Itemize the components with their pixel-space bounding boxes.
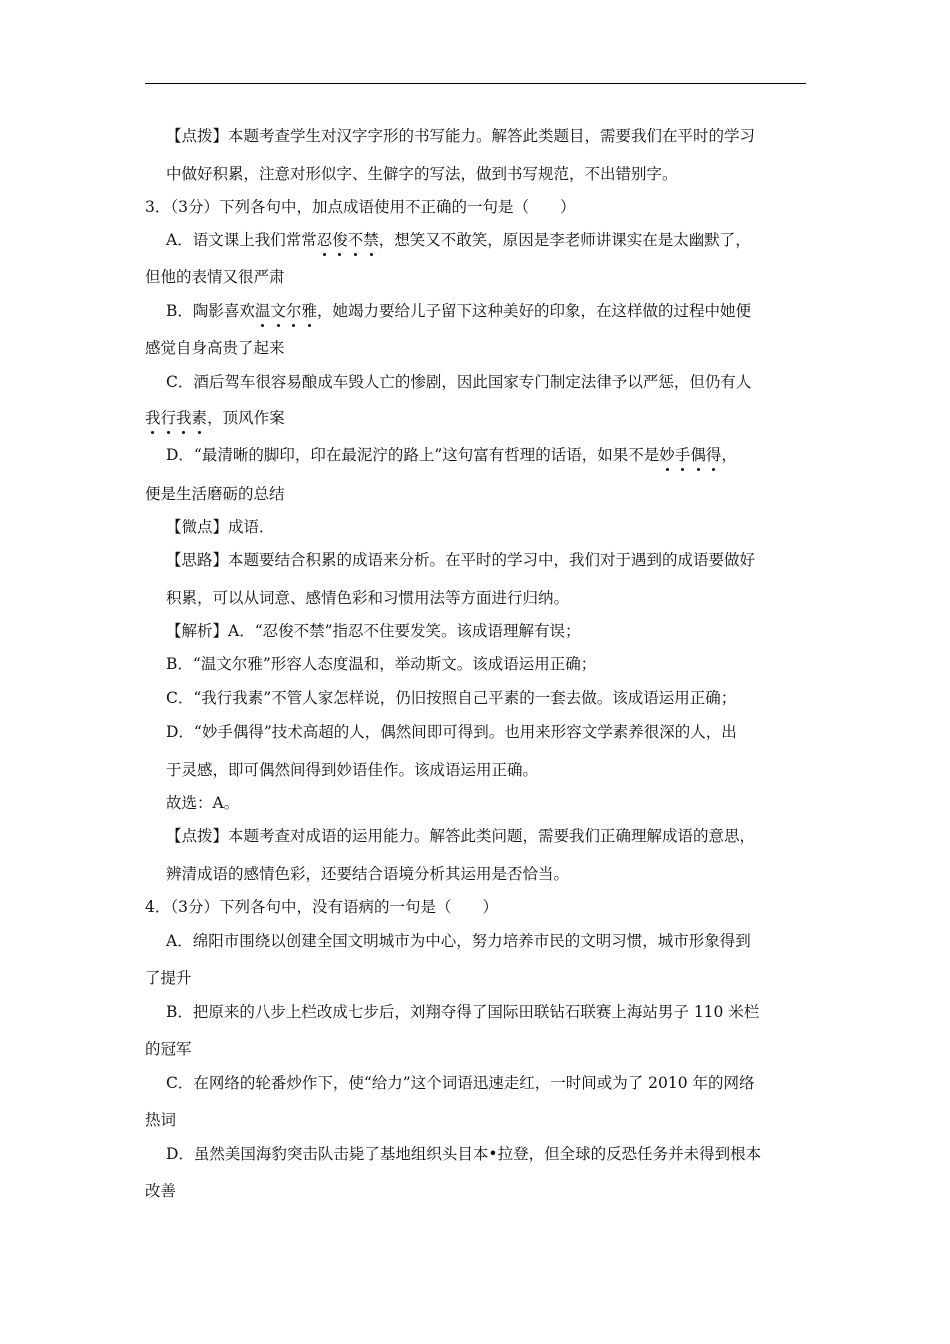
q3-option-a-pre: A．语文课上我们常常 — [166, 231, 317, 249]
dotted-char: 文 — [270, 302, 286, 320]
q3-option-b-post: ，她竭力要给儿子留下这种美好的印象，在这样做的过程中她便 — [316, 302, 751, 320]
q3-option-c: C．酒后驾车很容易酿成车毁人亡的惨剧，因此国家专门制定法律予以严惩，但仍有人 — [166, 373, 752, 391]
q3-option-a-idiom — [317, 231, 379, 249]
q4-option-b-cont: 的冠军 — [145, 1040, 192, 1058]
q4-option-d: D．虽然美国海豹突击队击毙了基地组织头目本•拉登，但全球的反恐任务并未得到根本 — [166, 1145, 762, 1163]
dotted-char: 素 — [191, 409, 208, 427]
dotted-char: 忍 — [316, 231, 333, 249]
q3-option-d-pre: D．“最清晰的脚印，印在最泥泞的路上”这句富有哲理的话语，如果不是 — [166, 446, 660, 464]
dotted-char: 雅 — [301, 302, 317, 320]
dotted-char: 俊 — [332, 231, 348, 249]
q3-option-a-post: ，想笑又不敢笑，原因是李老师讲课实在是太幽默了， — [378, 231, 751, 249]
dotted-char: 妙 — [659, 446, 675, 464]
q3-option-d-idiom — [659, 446, 721, 464]
dotted-char: 不 — [347, 231, 364, 249]
q3-analysis-line-1: 【解析】A．“忍俊不禁”指忍不住要发笑。该成语理解有误； — [166, 622, 581, 640]
q3-analysis-line-3: C．“我行我素”不管人家怎样说，仍旧按照自己平素的一套去做。该成语运用正确； — [166, 689, 737, 707]
q4-option-c-cont: 热词 — [145, 1111, 177, 1129]
q4-option-a-cont: 了提升 — [145, 969, 192, 987]
q3-option-b — [166, 301, 751, 321]
prev-tip-line-2: 中做好积累，注意对形似字、生僻字的写法，做到书写规范，不出错别字。 — [166, 165, 678, 183]
q3-analysis-line-2: B．“温文尔雅”形容人态度温和，举动斯文。该成语运用正确； — [166, 655, 597, 673]
dotted-char: 禁 — [363, 231, 379, 249]
q3-option-a — [166, 230, 751, 250]
q3-option-d-cont: 便是生活磨砺的总结 — [145, 485, 285, 503]
q3-thinking-line-2: 积累，可以从词意、感情色彩和习惯用法等方面进行归纳。 — [166, 589, 570, 607]
prev-tip-line-1: 【点拨】本题考查学生对汉字字形的书写能力。解答此类题目，需要我们在平时的学习 — [166, 127, 756, 145]
q3-stem: 3．（3分）下列各句中，加点成语使用不正确的一句是（ ） — [145, 198, 576, 216]
header-rule — [145, 83, 806, 84]
q3-option-b-cont: 感觉自身高贵了起来 — [145, 339, 285, 357]
dotted-char: 我 — [145, 409, 161, 427]
q4-stem: 4．（3分）下列各句中，没有语病的一句是（ ） — [145, 898, 498, 916]
dotted-char: 温 — [254, 302, 271, 320]
q3-option-a-cont: 但他的表情又很严肃 — [145, 268, 285, 286]
dotted-char: 手 — [674, 446, 691, 464]
dotted-char: 尔 — [285, 302, 302, 320]
dotted-char: 行 — [160, 409, 177, 427]
q3-tip-line-1: 【点拨】本题考查对成语的运用能力。解答此类问题，需要我们正确理解成语的意思， — [166, 827, 756, 845]
q4-option-b: B．把原来的八步上栏改成七步后，刘翔夺得了国际田联钻石联赛上海站男子 110 米栏 — [166, 1003, 760, 1021]
q3-answer: 故选：A。 — [166, 794, 240, 812]
q4-option-c: C．在网络的轮番炒作下，使“给力”这个词语迅速走红，一时间或为了 2010 年的网络 — [166, 1074, 755, 1092]
q3-option-b-idiom — [255, 302, 317, 320]
q3-analysis-line-4: D．“妙手偶得”技术高超的人，偶然间即可得到。也用来形容文学素养很深的人，出 — [166, 723, 737, 741]
q3-thinking-line-1: 【思路】本题要结合积累的成语来分析。在平时的学习中，我们对于遇到的成语要做好 — [166, 551, 756, 569]
q4-option-a: A．绵阳市围绕以创建全国文明城市为中心，努力培养市民的文明习惯，城市形象得到 — [166, 932, 751, 950]
dotted-char: 我 — [176, 409, 192, 427]
q4-option-d-cont: 改善 — [145, 1182, 177, 1200]
q3-option-d — [166, 445, 737, 465]
dotted-char: 偶 — [690, 446, 706, 464]
q3-option-d-post: ， — [721, 446, 737, 464]
q3-option-c-post: ，顶风作案 — [207, 409, 285, 427]
q3-point: 【微点】成语． — [166, 518, 275, 536]
q3-option-c-cont — [145, 408, 285, 428]
dotted-char: 得 — [705, 446, 722, 464]
q3-option-b-pre: B．陶影喜欢 — [166, 302, 255, 320]
q3-option-c-idiom — [145, 409, 207, 427]
q3-tip-line-2: 辨清成语的感情色彩，还要结合语境分析其运用是否恰当。 — [166, 865, 570, 883]
q3-analysis-line-5: 于灵感，即可偶然间得到妙语佳作。该成语运用正确。 — [166, 761, 539, 779]
